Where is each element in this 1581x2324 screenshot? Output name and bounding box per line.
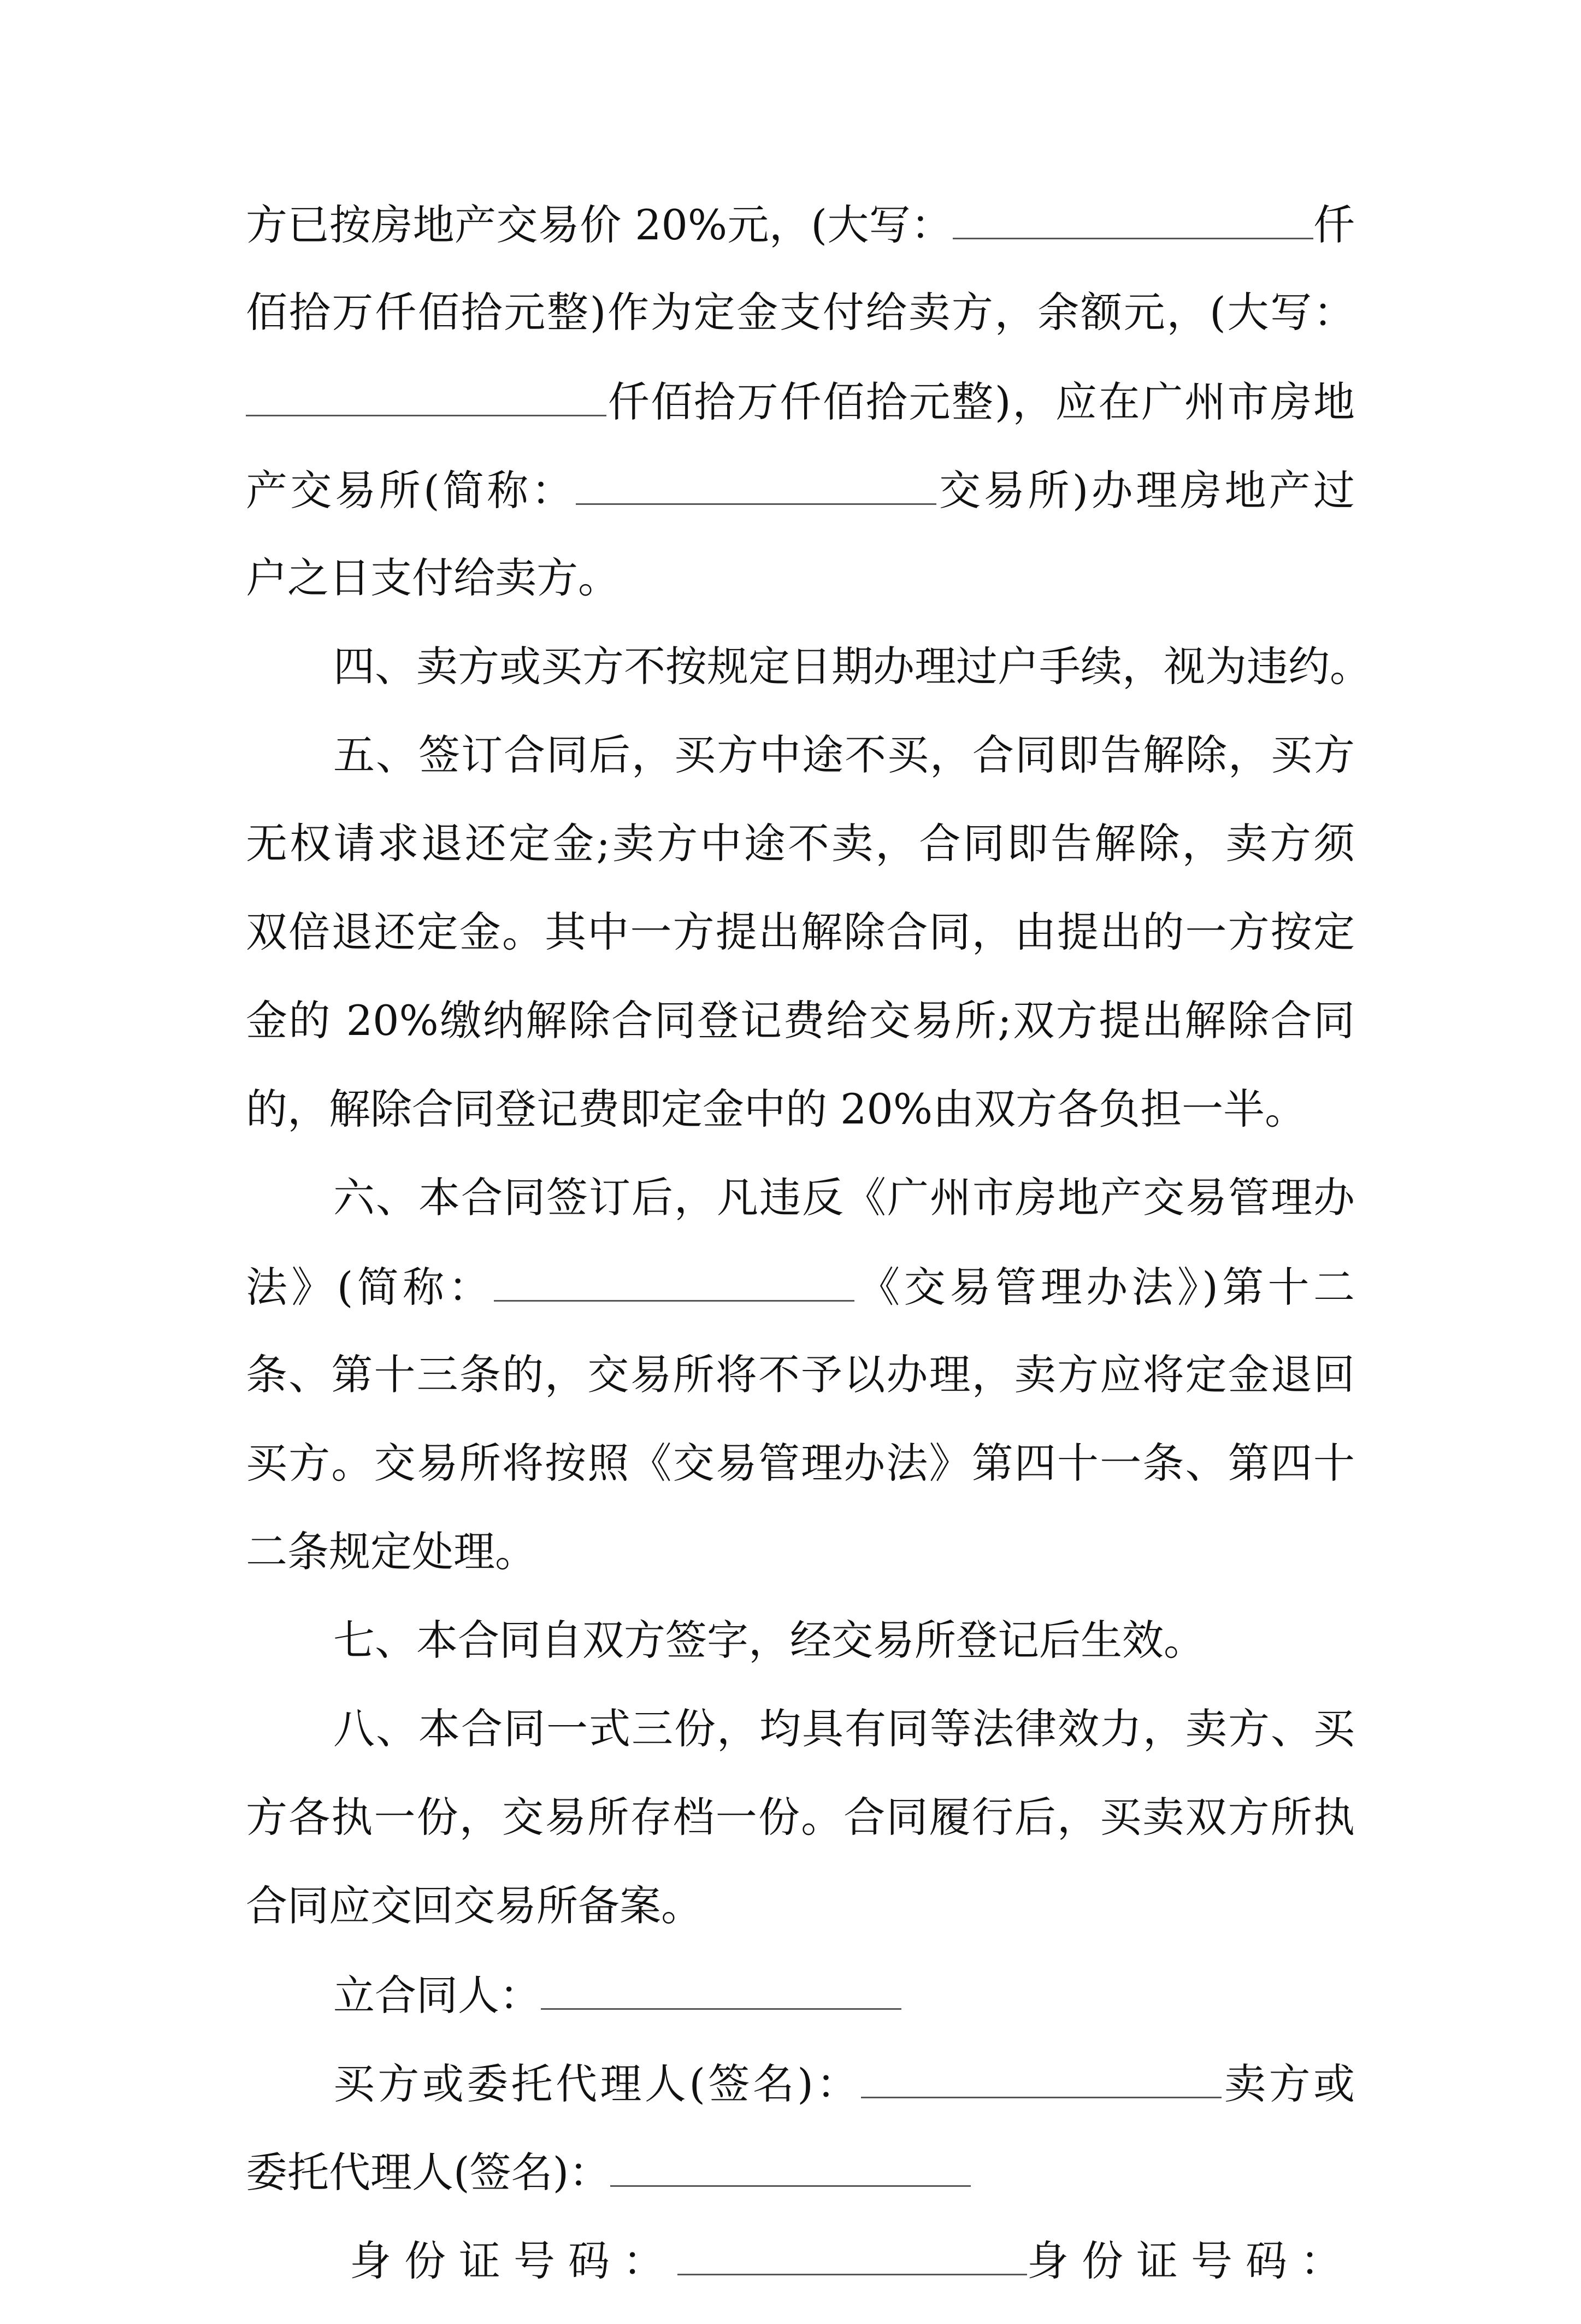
line-text: 五、签订合同后，买方中途不买，合同即告解除，买方	[333, 731, 1355, 779]
contract-line-2	[246, 288, 1355, 337]
fill-in-blank	[953, 199, 1313, 239]
seller-signature-blank	[610, 2147, 971, 2187]
signatory-blank	[541, 1970, 901, 2010]
clause-6	[246, 1173, 1355, 1222]
line-text: 二条规定处理。	[246, 1527, 536, 1576]
line-text: 买方或委托代理人(签名)：	[333, 2060, 861, 2108]
contract-line-9	[246, 908, 1355, 957]
contract-line-15	[246, 1439, 1355, 1488]
line-text: 身份证号码：	[350, 2237, 677, 2285]
line-text: 法》(简称：	[246, 1263, 494, 1311]
contract-line-19	[246, 1793, 1355, 1842]
contract-line-20	[246, 1881, 1355, 1931]
line-text: 买方。交易所将按照《交易管理办法》第四十一条、第四十	[246, 1439, 1355, 1487]
clause-4	[246, 642, 1371, 691]
signatory-line	[246, 1970, 1355, 2019]
line-text: 产交易所(简称：	[246, 466, 576, 515]
contract-line-5	[246, 554, 1355, 603]
line-text: 方各执一份，交易所存档一份。合同履行后，买卖双方所执	[246, 1793, 1355, 1841]
buyer-signature-blank	[861, 2058, 1222, 2098]
line-text: 合同应交回交易所备案。	[246, 1881, 703, 1930]
seller-signature-line	[246, 2147, 1355, 2196]
line-text: 卖方或	[1221, 2060, 1355, 2108]
contract-line-13	[246, 1262, 1355, 1311]
contract-line-11	[246, 1085, 1355, 1134]
line-text: 七、本合同自双方签字，经交易所登记后生效。	[333, 1616, 1205, 1664]
line-text: 《交易管理办法》)第十二	[854, 1263, 1355, 1311]
line-text: 六、本合同签订后，凡违反《广州市房地产交易管理办	[333, 1173, 1355, 1222]
id-number-blank	[677, 2235, 1027, 2275]
clause-5	[246, 731, 1355, 780]
contract-line-4	[246, 465, 1355, 514]
line-text: 四、卖方或买方不按规定日期办理过户手续，视为违约。	[333, 642, 1371, 691]
clause-7	[246, 1616, 1355, 1665]
contract-body	[246, 199, 1371, 2324]
fill-in-blank	[494, 1262, 854, 1302]
contract-line-8	[246, 819, 1355, 868]
line-text: 佰拾万仟佰拾元整)作为定金支付给卖方，余额元，(大写：	[246, 288, 1355, 337]
line-text: 户之日支付给卖方。	[246, 554, 620, 602]
line-text: 八、本合同一式三份，均具有同等法律效力，卖方、买	[333, 1704, 1355, 1753]
contract-line-16	[246, 1527, 1355, 1576]
clause-8	[246, 1704, 1355, 1754]
id-number-line	[246, 2235, 1355, 2285]
line-text: 立合同人：	[333, 1971, 541, 2020]
fill-in-blank	[246, 376, 606, 416]
line-text: 无权请求退还定金;卖方中途不卖，合同即告解除，卖方须	[246, 819, 1355, 868]
fill-in-blank	[576, 465, 936, 505]
contract-line-14	[246, 1350, 1355, 1399]
contract-line-1	[246, 199, 1355, 249]
line-text: 的，解除合同登记费即定金中的 20%由双方各负担一半。	[246, 1085, 1307, 1133]
line-text: 金的 20%缴纳解除合同登记费给交易所;双方提出解除合同	[246, 996, 1355, 1045]
buyer-signature-line	[246, 2058, 1355, 2108]
contract-line-3	[246, 376, 1355, 426]
line-text: 双倍退还定金。其中一方提出解除合同，由提出的一方按定	[246, 908, 1355, 956]
line-text: 条、第十三条的，交易所将不予以办理，卖方应将定金退回	[246, 1350, 1355, 1399]
line-text: 仟	[1313, 201, 1355, 249]
line-text: 方已按房地产交易价 20%元，(大写：	[246, 201, 953, 249]
line-text: 身份证号码：	[1027, 2237, 1355, 2285]
contract-line-10	[246, 996, 1355, 1045]
line-text: 交易所)办理房地产过	[936, 466, 1355, 515]
line-text: 委托代理人(签名)：	[246, 2148, 611, 2197]
line-text: 仟佰拾万仟佰拾元整)，应在广州市房地	[606, 378, 1355, 426]
